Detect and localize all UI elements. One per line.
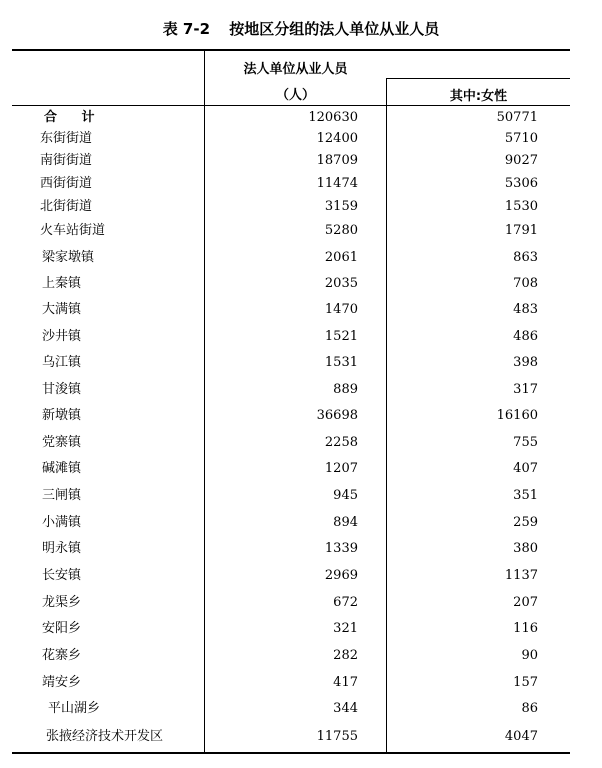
employees-total-cell: 1470 bbox=[324, 302, 358, 317]
employees-total-cell: 120630 bbox=[308, 110, 358, 125]
table-row bbox=[12, 173, 570, 195]
employees-female-cell: 483 bbox=[513, 302, 538, 317]
employees-total-cell: 1521 bbox=[324, 329, 358, 344]
employees-female-cell: 1530 bbox=[504, 199, 538, 214]
header-female: 其中:女性 bbox=[449, 89, 508, 104]
employees-female-cell: 9027 bbox=[504, 153, 538, 168]
table-row bbox=[12, 352, 570, 374]
employees-total-cell: 11755 bbox=[316, 729, 358, 744]
region-name: 火车站街道 bbox=[40, 223, 106, 238]
employees-total-cell: 18709 bbox=[316, 153, 358, 168]
table-row bbox=[12, 538, 570, 560]
table-row bbox=[12, 196, 570, 218]
employees-female-cell: 1791 bbox=[504, 223, 538, 238]
region-name: 小满镇 bbox=[42, 515, 82, 530]
header-unit: （人） bbox=[275, 88, 315, 103]
employees-female-cell: 317 bbox=[513, 382, 538, 397]
table-row bbox=[12, 512, 570, 534]
table-row bbox=[12, 485, 570, 507]
employees-total-cell: 889 bbox=[333, 382, 358, 397]
employees-total-cell: 945 bbox=[333, 488, 358, 503]
employees-total-cell: 2035 bbox=[324, 276, 358, 291]
table-row bbox=[12, 726, 570, 748]
employees-total-cell: 344 bbox=[333, 701, 358, 716]
region-name: 上秦镇 bbox=[42, 276, 82, 291]
region-name: 碱滩镇 bbox=[42, 461, 82, 476]
employees-total-cell: 2258 bbox=[324, 435, 358, 450]
table-row bbox=[12, 273, 570, 295]
table-row bbox=[12, 698, 570, 720]
region-name: 新墩镇 bbox=[42, 408, 82, 423]
table-title bbox=[0, 18, 602, 39]
table-row bbox=[12, 565, 570, 587]
employees-total-cell: 3159 bbox=[324, 199, 358, 214]
table-row bbox=[12, 379, 570, 401]
subheader-rule bbox=[386, 78, 570, 79]
employees-female-cell: 16160 bbox=[496, 408, 538, 423]
region-name: 北街街道 bbox=[40, 199, 93, 214]
employees-female-cell: 398 bbox=[513, 355, 538, 370]
region-name: 长安镇 bbox=[42, 568, 82, 583]
employees-total-cell: 417 bbox=[333, 675, 358, 690]
table-row bbox=[12, 150, 570, 172]
employees-female-cell: 259 bbox=[513, 515, 538, 530]
table-row bbox=[12, 458, 570, 480]
table-row bbox=[12, 326, 570, 348]
region-name: 甘浚镇 bbox=[42, 382, 82, 397]
table-row bbox=[12, 592, 570, 614]
region-name: 安阳乡 bbox=[42, 621, 82, 636]
employees-total-cell: 1207 bbox=[324, 461, 358, 476]
region-name: 明永镇 bbox=[42, 541, 82, 556]
region-name: 张掖经济技术开发区 bbox=[46, 729, 164, 744]
total-row bbox=[12, 107, 570, 129]
employees-total-cell: 36698 bbox=[316, 408, 358, 423]
employees-total-cell: 321 bbox=[333, 621, 358, 636]
employees-female-cell: 380 bbox=[513, 541, 538, 556]
region-name: 南街街道 bbox=[40, 153, 93, 168]
employees-female-cell: 90 bbox=[521, 648, 538, 663]
employees-total-cell: 282 bbox=[333, 648, 358, 663]
employees-female-cell: 5306 bbox=[504, 176, 538, 191]
region-name: 党寨镇 bbox=[42, 435, 82, 450]
region-name: 合 计 bbox=[44, 110, 105, 125]
employees-female-cell: 207 bbox=[513, 595, 538, 610]
region-name: 龙渠乡 bbox=[42, 595, 82, 610]
employees-total-cell: 1531 bbox=[324, 355, 358, 370]
employees-female-cell: 863 bbox=[513, 250, 538, 265]
table-row bbox=[12, 247, 570, 269]
region-name: 乌江镇 bbox=[42, 355, 82, 370]
employees-female-cell: 4047 bbox=[504, 729, 538, 744]
employees-female-cell: 407 bbox=[513, 461, 538, 476]
table-row bbox=[12, 672, 570, 694]
region-name: 东街街道 bbox=[40, 131, 93, 146]
header-employees: 法人单位从业人员 bbox=[243, 62, 348, 77]
region-name: 平山湖乡 bbox=[48, 701, 101, 716]
table-row bbox=[12, 405, 570, 427]
employees-female-cell: 116 bbox=[513, 621, 538, 636]
employees-female-cell: 708 bbox=[513, 276, 538, 291]
employees-female-cell: 486 bbox=[513, 329, 538, 344]
employees-total-cell: 894 bbox=[333, 515, 358, 530]
table-row bbox=[12, 220, 570, 242]
table-number: 表 7-2 bbox=[162, 20, 211, 38]
employees-female-cell: 1137 bbox=[504, 568, 538, 583]
region-name: 沙井镇 bbox=[42, 329, 82, 344]
region-name: 梁家墩镇 bbox=[42, 250, 95, 265]
region-name: 花寨乡 bbox=[42, 648, 82, 663]
bottom-rule bbox=[12, 752, 570, 754]
region-name: 三闸镇 bbox=[42, 488, 82, 503]
employees-female-cell: 755 bbox=[513, 435, 538, 450]
table-row bbox=[12, 432, 570, 454]
table-title-text: 按地区分组的法人单位从业人员 bbox=[229, 20, 440, 38]
employees-total-cell: 5280 bbox=[324, 223, 358, 238]
table-row bbox=[12, 128, 570, 150]
table-row bbox=[12, 299, 570, 321]
employees-female-cell: 157 bbox=[513, 675, 538, 690]
employees-total-cell: 11474 bbox=[316, 176, 358, 191]
employees-total-cell: 2969 bbox=[324, 568, 358, 583]
region-name: 靖安乡 bbox=[42, 675, 82, 690]
employees-female-cell: 86 bbox=[521, 701, 538, 716]
employees-total-cell: 672 bbox=[333, 595, 358, 610]
table-row bbox=[12, 618, 570, 640]
employees-total-cell: 12400 bbox=[316, 131, 358, 146]
top-rule bbox=[12, 49, 570, 51]
region-name: 大满镇 bbox=[42, 302, 82, 317]
employees-total-cell: 1339 bbox=[324, 541, 358, 556]
header-rule bbox=[12, 105, 570, 106]
employees-total-cell: 2061 bbox=[324, 250, 358, 265]
region-name: 西街街道 bbox=[40, 176, 93, 191]
table-row bbox=[12, 645, 570, 667]
employees-female-cell: 50771 bbox=[496, 110, 538, 125]
employees-female-cell: 351 bbox=[513, 488, 538, 503]
employees-female-cell: 5710 bbox=[504, 131, 538, 146]
